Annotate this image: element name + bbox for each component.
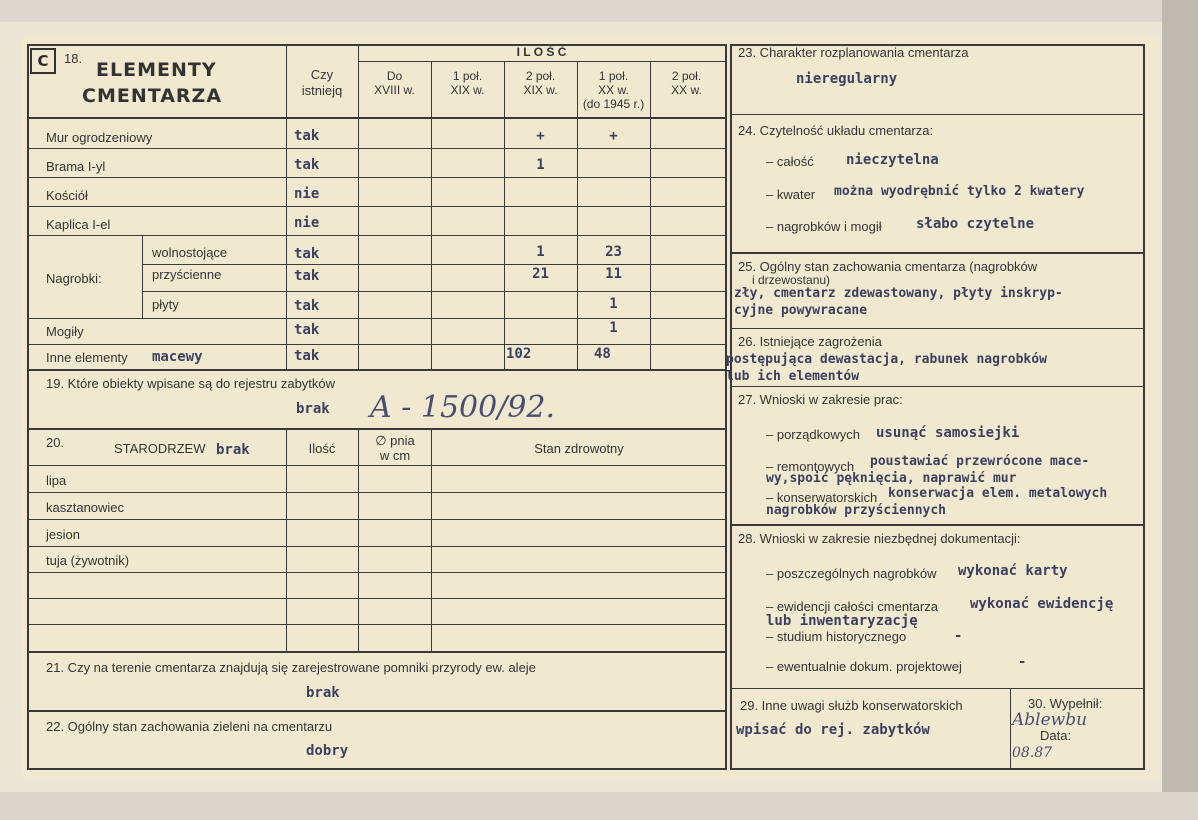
section-28-ew-value: wykonać ewidencję bbox=[970, 596, 1114, 612]
mogily-count-1pol-xx: 1 bbox=[609, 320, 618, 336]
mogily-label: Mogiły bbox=[46, 324, 84, 339]
section-26-value-2: lub ich elementów bbox=[726, 369, 860, 384]
nagrobki-count-1pol-xx: 11 bbox=[605, 266, 622, 282]
element-row-exists: tak bbox=[294, 128, 320, 144]
grid-line bbox=[27, 598, 727, 599]
grid-line bbox=[650, 61, 651, 370]
section-25-label: 25. Ogólny stan zachowania cmentarza (nagrobków bbox=[738, 259, 1038, 274]
nagrobki-exists: tak bbox=[294, 268, 320, 284]
section-24-calosc-label: – całość bbox=[766, 154, 814, 169]
grid-line bbox=[27, 206, 727, 207]
section-27-label: 27. Wnioski w zakresie prac: bbox=[738, 392, 903, 407]
mogily-exists: tak bbox=[294, 322, 320, 338]
frame-line bbox=[725, 44, 727, 770]
right-edge bbox=[1162, 0, 1198, 820]
grid-line bbox=[27, 519, 727, 520]
grid-line bbox=[27, 572, 727, 573]
grid-line bbox=[27, 546, 727, 547]
grid-line bbox=[730, 252, 1145, 254]
section-27-rem-value: poustawiać przewrócone mace- bbox=[870, 454, 1090, 469]
grid-line bbox=[27, 624, 727, 625]
element-row-exists: nie bbox=[294, 215, 320, 231]
col-pnia-label: ∅ pnia bbox=[375, 433, 415, 448]
section-28-stud-value: - bbox=[954, 628, 963, 644]
section-28-proj-label: – ewentualnie dokum. projektowej bbox=[766, 659, 962, 674]
grid-line bbox=[286, 428, 287, 652]
section-27-kons-label: – konserwatorskich bbox=[766, 490, 878, 505]
grid-line bbox=[431, 428, 432, 652]
bottom-edge bbox=[0, 792, 1198, 820]
nagrobki-label: Nagrobki: bbox=[46, 271, 102, 286]
nagrobki-sub-label: przyścienne bbox=[152, 267, 222, 282]
grid-line bbox=[730, 114, 1145, 115]
grid-line bbox=[27, 318, 727, 319]
registry-number-handwritten: A - 1500/92. bbox=[370, 390, 556, 425]
section-28-ew-value-2: lub inwentaryzację bbox=[766, 613, 918, 629]
frame-line bbox=[27, 44, 29, 770]
period-header-4: XX w. bbox=[598, 83, 629, 97]
element-row-count-1pol-xx: + bbox=[609, 128, 618, 144]
grid-line bbox=[27, 465, 727, 466]
frame-line bbox=[730, 44, 732, 770]
grid-line bbox=[358, 61, 725, 62]
frame-line bbox=[1143, 44, 1145, 770]
section-28-stud-label: – studium historycznego bbox=[766, 629, 907, 644]
element-row-label: Kościół bbox=[46, 188, 88, 203]
section-19-value: brak bbox=[296, 401, 330, 417]
frame-line bbox=[730, 768, 1145, 770]
col-pnia-label: w cm bbox=[379, 448, 411, 463]
grid-line bbox=[431, 61, 432, 370]
period-header-4: 1 poł. bbox=[598, 69, 629, 83]
inne-count-2pol-xix: 102 bbox=[506, 346, 532, 362]
period-header-1: Do bbox=[386, 69, 403, 83]
section-22-value: dobry bbox=[306, 743, 349, 759]
grid-line bbox=[142, 291, 727, 292]
period-header-4: (do 1945 r.) bbox=[582, 97, 645, 111]
section-18-title-line1: ELEMENTY bbox=[96, 59, 217, 81]
grid-line bbox=[730, 386, 1145, 387]
nagrobki-count-1pol-xx: 1 bbox=[609, 296, 618, 312]
section-28-proj-value: - bbox=[1018, 654, 1027, 670]
section-24-kwater-label: – kwater bbox=[766, 187, 816, 202]
tree-row-label: lipa bbox=[46, 473, 67, 488]
section-27-rem-value-2: wy,spoić pęknięcia, naprawić mur bbox=[766, 471, 1017, 486]
section-23-label: 23. Charakter rozplanowania cmentarza bbox=[738, 45, 969, 60]
element-row-label: Mur ogrodzeniowy bbox=[46, 130, 153, 145]
element-row-count-2pol-xix: + bbox=[536, 128, 545, 144]
period-header-1: XVIII w. bbox=[374, 83, 415, 97]
grid-line bbox=[27, 177, 727, 178]
element-row-exists: tak bbox=[294, 157, 320, 173]
period-header-5: XX w. bbox=[671, 83, 702, 97]
section-24-nagrobkow-label: – nagrobków i mogił bbox=[766, 219, 882, 234]
nagrobki-sub-label: wolnostojące bbox=[152, 245, 228, 260]
element-row-count-2pol-xix: 1 bbox=[536, 157, 545, 173]
period-header-5: 2 poł. bbox=[671, 69, 702, 83]
grid-line bbox=[730, 524, 1145, 526]
section-19-label: 19. Które obiekty wpisane są do rejestru zabytków bbox=[46, 376, 336, 391]
element-row-exists: nie bbox=[294, 186, 320, 202]
section-20-number: 20. bbox=[46, 435, 65, 450]
grid-line bbox=[27, 117, 727, 119]
section-22-label: 22. Ogólny stan zachowania zieleni na cmentarzu bbox=[46, 719, 333, 734]
top-edge bbox=[0, 0, 1198, 22]
section-23-value: nieregularny bbox=[796, 71, 898, 87]
section-26-value: postępująca dewastacja, rabunek nagrobków bbox=[726, 352, 1047, 367]
tree-row-label: kasztanowiec bbox=[46, 500, 125, 515]
section-25-value-2: cyjne powywracane bbox=[734, 303, 868, 318]
ilosc-header: I L O Ś Ć bbox=[516, 45, 567, 59]
section-30-date-label: Data: bbox=[1040, 728, 1072, 743]
grid-line bbox=[730, 688, 1145, 689]
col-czy-label: istniejq bbox=[301, 83, 343, 98]
element-row-label: Kaplica I-el bbox=[46, 217, 111, 232]
tree-row-label: tuja (żywotnik) bbox=[46, 553, 130, 568]
grid-line bbox=[358, 428, 359, 652]
section-21-label: 21. Czy na terenie cmentarza znajdują się zarejestrowane pomniki przyrody ew. aleje bbox=[46, 660, 536, 675]
section-28-pos-label: – poszczególnych nagrobków bbox=[766, 566, 937, 581]
nagrobki-count-2pol-xix: 21 bbox=[532, 266, 549, 282]
section-30-date-value: 08.87 bbox=[1012, 745, 1053, 761]
section-18-number: 18. bbox=[64, 51, 83, 66]
section-25-label-2: i drzewostanu) bbox=[752, 273, 831, 287]
period-header-2: XIX w. bbox=[450, 83, 485, 97]
grid-line bbox=[1010, 688, 1011, 770]
section-24-kwater-value: można wyodrębnić tylko 2 kwatery bbox=[834, 184, 1085, 199]
section-18-title-line2: CMENTARZA bbox=[82, 85, 223, 107]
grid-line bbox=[27, 148, 727, 149]
grid-line bbox=[504, 61, 505, 370]
section-27-rem-label: – remontowych bbox=[766, 459, 855, 474]
nagrobki-exists: tak bbox=[294, 246, 320, 262]
grid-line bbox=[27, 492, 727, 493]
grid-line bbox=[286, 44, 287, 370]
grid-line bbox=[27, 710, 727, 712]
period-header-2: 1 poł. bbox=[452, 69, 483, 83]
section-24-nagrobkow-value: słabo czytelne bbox=[916, 216, 1035, 232]
inne-label: Inne elementy bbox=[46, 350, 128, 365]
grid-line bbox=[27, 428, 727, 430]
element-row-label: Brama I-yl bbox=[46, 159, 106, 174]
inne-exists: tak bbox=[294, 348, 320, 364]
grid-line bbox=[730, 328, 1145, 329]
section-24-label: 24. Czytelność układu cmentarza: bbox=[738, 123, 934, 138]
grid-line bbox=[142, 235, 143, 318]
grid-line bbox=[27, 235, 727, 236]
frame-line bbox=[27, 768, 727, 770]
section-27-porz-label: – porządkowych bbox=[766, 427, 860, 442]
section-29-label: 29. Inne uwagi służb konserwatorskich bbox=[740, 698, 963, 713]
section-mark: C bbox=[30, 48, 56, 74]
grid-line bbox=[142, 264, 727, 265]
nagrobki-exists: tak bbox=[294, 298, 320, 314]
section-24-calosc-value: nieczytelna bbox=[846, 152, 939, 168]
tree-row-label: jesion bbox=[46, 527, 80, 542]
section-29-value: wpisać do rej. zabytków bbox=[736, 722, 930, 738]
col-stan-label: Stan zdrowotny bbox=[534, 441, 624, 456]
col-ilosc-label: Ilość bbox=[308, 441, 336, 456]
grid-line bbox=[27, 651, 727, 653]
section-21-value: brak bbox=[306, 685, 340, 701]
nagrobki-sub-label: płyty bbox=[152, 297, 179, 312]
section-28-pos-value: wykonać karty bbox=[958, 563, 1068, 579]
col-czy-label: Czy bbox=[310, 67, 334, 82]
grid-line bbox=[27, 344, 727, 345]
section-30-label: 30. Wypełnił: bbox=[1028, 696, 1103, 711]
period-header-3: 2 poł. bbox=[525, 69, 556, 83]
section-28-ew-label: – ewidencji całości cmentarza bbox=[766, 599, 938, 614]
section-20-value: brak bbox=[216, 442, 250, 458]
section-28-label: 28. Wnioski w zakresie niezbędnej dokumentacji: bbox=[738, 531, 1021, 546]
section-20-label: STARODRZEW bbox=[114, 441, 206, 456]
section-27-porz-value: usunąć samosiejki bbox=[876, 425, 1020, 441]
section-27-kons-value: konserwacja elem. metalowych bbox=[888, 486, 1108, 501]
inne-count-1pol-xx: 48 bbox=[594, 346, 611, 362]
section-26-label: 26. Istniejące zagrożenia bbox=[738, 334, 882, 349]
signature: Ablewbu bbox=[1012, 710, 1088, 730]
nagrobki-count-2pol-xix: 1 bbox=[536, 244, 545, 260]
nagrobki-count-1pol-xx: 23 bbox=[605, 244, 622, 260]
period-header-3: XIX w. bbox=[523, 83, 558, 97]
grid-line bbox=[27, 369, 727, 371]
section-25-value: zły, cmentarz zdewastowany, płyty inskryp- bbox=[734, 286, 1063, 301]
section-27-kons-value-2: nagrobków przyściennych bbox=[766, 503, 947, 518]
inne-typed: macewy bbox=[152, 349, 203, 365]
